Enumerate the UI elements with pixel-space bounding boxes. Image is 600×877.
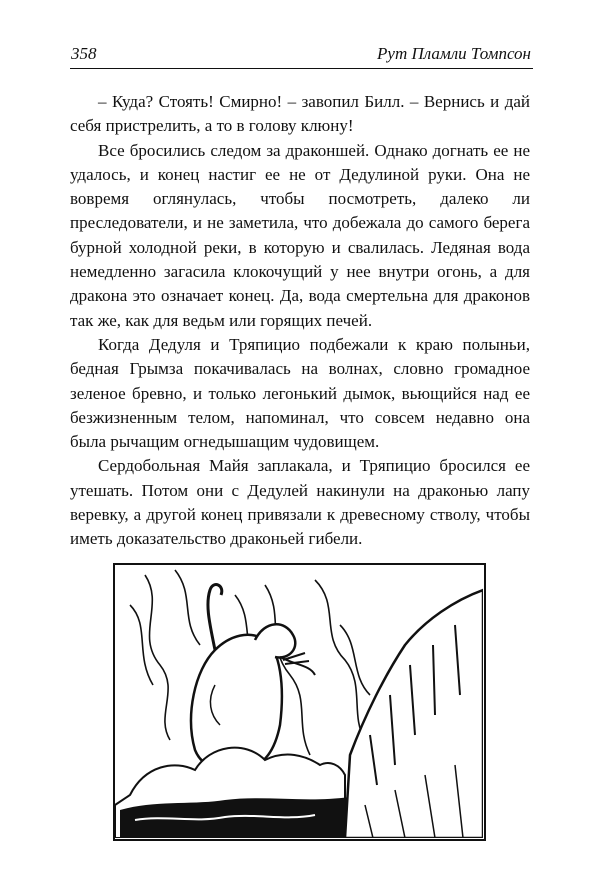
page-header [70,40,533,69]
paragraph: Когда Дедуля и Тряпицио подбежали к краю полыньи, бедная Грымза покачивалась на волнах, словно громадное зеленое бревно, и только легонький дымок, вьющийся над ее безжизненным телом, напоминал, что совсем недавно она была рычащим огнедышащим чудовищем. [70,334,530,452]
paragraph: Все бросились следом за драконшей. Однако догнать ее не удалось, и конец настиг ее не от Дедулиной руки. Она не вовремя оглянулась, чтобы посмотреть, далеко ли преследователи, и не заметила, что добежала до самого берега бурной холодной реки, в которую и свалилась. Ледяная вода немедленно загасила клокочущий у нее внутри огонь, а для дракона это означает конец. Да, вода смертельна для драконов так же, как для ведьм или горящих печей. [70,140,530,330]
ice-cliff [345,590,483,838]
paragraph: Сердобольная Майя заплакала, и Тряпицио бросился ее утешать. Потом они с Дедулей накинули на драконью лапу веревку, а другой конец привязали к древесному стволу, чтобы иметь доказательство драконьей гибели. [70,456,530,549]
illustration-drawing [115,565,483,838]
page-number: 358 [71,44,97,63]
dragon-figure [191,585,315,771]
illustration-dragon-in-river [113,563,486,841]
running-title: Рут Пламли Томпсон [377,44,531,63]
body-text [70,90,530,552]
paragraph: – Куда? Стоять! Смирно! – завопил Билл. – Вернись и дай себя пристрелить, а то в голову клюну! [70,92,530,136]
river-waves [115,748,350,838]
